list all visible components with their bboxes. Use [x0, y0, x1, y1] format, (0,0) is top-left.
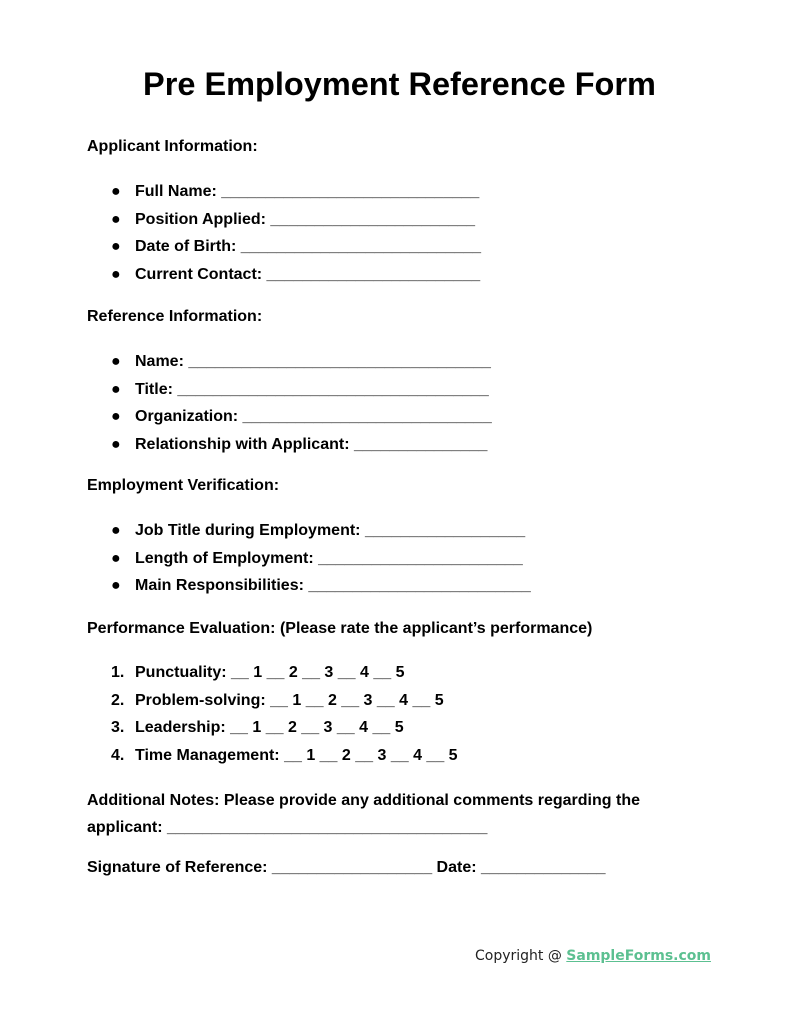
reference-list — [87, 352, 492, 462]
list-item: ● Length of Employment: _______________________ — [111, 549, 523, 567]
employment-list — [87, 521, 531, 604]
list-item: 3. Leadership: __ 1 __ 2 __ 3 __ 4 __ 5 — [111, 719, 404, 736]
list-item: ● Date of Birth: ___________________________ — [111, 238, 482, 255]
list-item: ● Position Applied: _______________________ — [111, 210, 476, 228]
applicant-heading: Applicant Information: — [87, 138, 258, 155]
reference-heading: Reference Information: — [87, 308, 263, 325]
additional-notes: Additional Notes: Please provide any additional comments regarding the applicant: ____________________________________ — [87, 792, 640, 836]
list-item: ● Main Responsibilities: _________________________ — [111, 577, 531, 594]
applicant-list — [87, 182, 481, 292]
footer-copyright: Copyright @ SampleForms.com — [474, 948, 711, 964]
list-item: ● Name: __________________________________ — [111, 353, 491, 370]
list-item: 2. Problem-solving: __ 1 __ 2 __ 3 __ 4 __ 5 — [111, 691, 444, 709]
signature-line: Signature of Reference: __________________ Date: ______________ — [87, 859, 606, 876]
list-item: ● Title: ___________________________________ — [111, 380, 489, 398]
employment-heading: Employment Verification: — [87, 477, 280, 494]
list-item: ● Relationship with Applicant: _______________ — [111, 435, 488, 453]
list-item: 1. Punctuality: __ 1 __ 2 __ 3 __ 4 __ 5 — [111, 664, 405, 681]
performance-heading: Performance Evaluation: (Please rate the applicant’s performance) — [87, 620, 593, 637]
sampleforms-link[interactable]: SampleForms.com — [566, 948, 711, 964]
list-item: ● Job Title during Employment: __________________ — [111, 522, 526, 539]
list-item: 4. Time Management: __ 1 __ 2 __ 3 __ 4 __ 5 — [111, 746, 458, 764]
list-item: ● Organization: ____________________________ — [111, 408, 492, 425]
performance-list — [87, 663, 458, 773]
list-item: ● Full Name: _____________________________ — [111, 183, 480, 200]
page-title: Pre Employment Reference Form — [143, 66, 656, 102]
list-item: ● Current Contact: ________________________ — [111, 265, 481, 283]
